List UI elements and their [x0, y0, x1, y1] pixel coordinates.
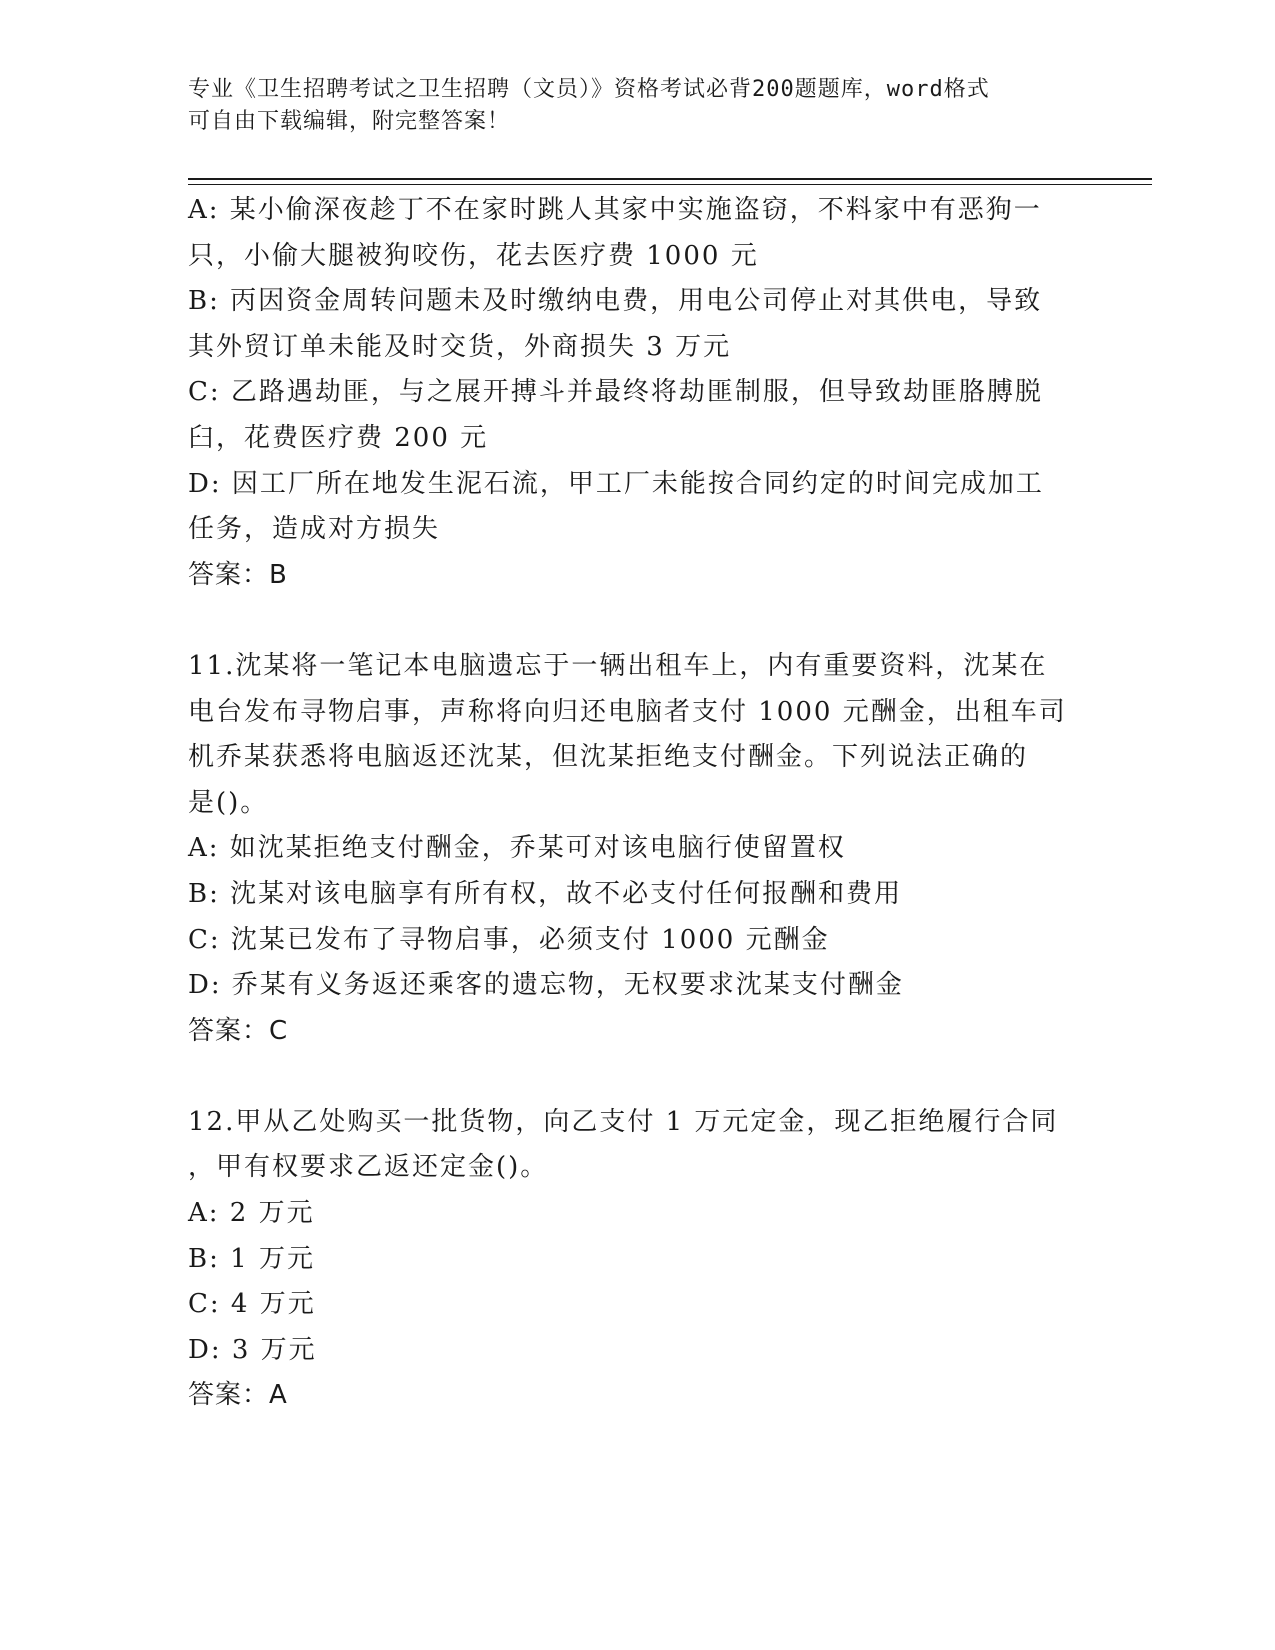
document-header: [188, 74, 1068, 138]
spacer: [188, 1054, 1068, 1100]
q10-option-b-line-2: 其外贸订单未能及时交货，外商损失 3 万元: [188, 331, 732, 362]
q12-option-b: B: 1 万元: [188, 1243, 315, 1274]
header-rule-thin: [188, 184, 1152, 185]
q10-option-a-line-2: 只，小偷大腿被狗咬伤，花去医疗费 1000 元: [188, 240, 759, 271]
q11-option-c: C: 沈某已发布了寻物启事，必须支付 1000 元酬金: [188, 924, 830, 955]
q11-option-d: D: 乔某有义务返还乘客的遗忘物，无权要求沈某支付酬金: [188, 970, 904, 1001]
q10-option-d-line-2: 任务，造成对方损失: [188, 514, 441, 545]
q12-stem-line-2: ，甲有权要求乙返还定金()。: [188, 1152, 549, 1183]
q11-option-a: A: 如沈某拒绝支付酬金，乔某可对该电脑行使留置权: [188, 833, 846, 864]
question-content: [188, 188, 1068, 1419]
q10-option-a-line-1: A: 某小偷深夜趁丁不在家时跳人其家中实施盗窃，不料家中有恶狗一: [188, 195, 1042, 225]
q11-stem-line-1: 11.沈某将一笔记本电脑遗忘于一辆出租车上，内有重要资料，沈某在: [188, 650, 1048, 681]
q11-stem-line-3: 机乔某获悉将电脑返还沈某，但沈某拒绝支付酬金。下列说法正确的: [188, 742, 1029, 773]
q12-stem-line-1: 12.甲从乙处购买一批货物，向乙支付 1 万元定金，现乙拒绝履行合同: [188, 1106, 1059, 1137]
q11-option-b: B: 沈某对该电脑享有所有权，故不必支付任何报酬和费用: [188, 878, 903, 909]
q10-option-b-line-1: B: 丙因资金周转问题未及时缴纳电费，用电公司停止对其供电，导致: [188, 286, 1043, 317]
header-line-2: 可自由下载编辑，附完整答案！: [188, 109, 511, 134]
q12-option-c: C: 4 万元: [188, 1289, 316, 1320]
question-11: [188, 644, 1068, 1054]
question-10: [188, 188, 1068, 598]
question-12: [188, 1100, 1068, 1419]
q10-option-c-line-2: 臼，花费医疗费 200 元: [188, 422, 489, 453]
q12-answer: 答案：A: [188, 1380, 288, 1411]
q10-option-c-line-1: C: 乙路遇劫匪，与之展开搏斗并最终将劫匪制服，但导致劫匪胳膊脱: [188, 377, 1043, 408]
q12-option-d: D: 3 万元: [188, 1334, 317, 1365]
q10-option-d-line-1: D: 因工厂所在地发生泥石流，甲工厂未能按合同约定的时间完成加工: [188, 468, 1044, 499]
spacer: [188, 598, 1068, 644]
q11-stem-line-2: 电台发布寻物启事，声称将向归还电脑者支付 1000 元酬金，出租车司: [188, 696, 1067, 727]
q11-stem-line-4: 是()。: [188, 787, 269, 818]
header-line-1: 专业《卫生招聘考试之卫生招聘（文员）》资格考试必背200题题库，word格式: [188, 77, 990, 102]
header-rule-thick: [188, 178, 1152, 180]
q10-answer: 答案：B: [188, 559, 288, 590]
q11-answer: 答案：C: [188, 1015, 289, 1046]
q12-option-a: A: 2 万元: [188, 1198, 315, 1229]
